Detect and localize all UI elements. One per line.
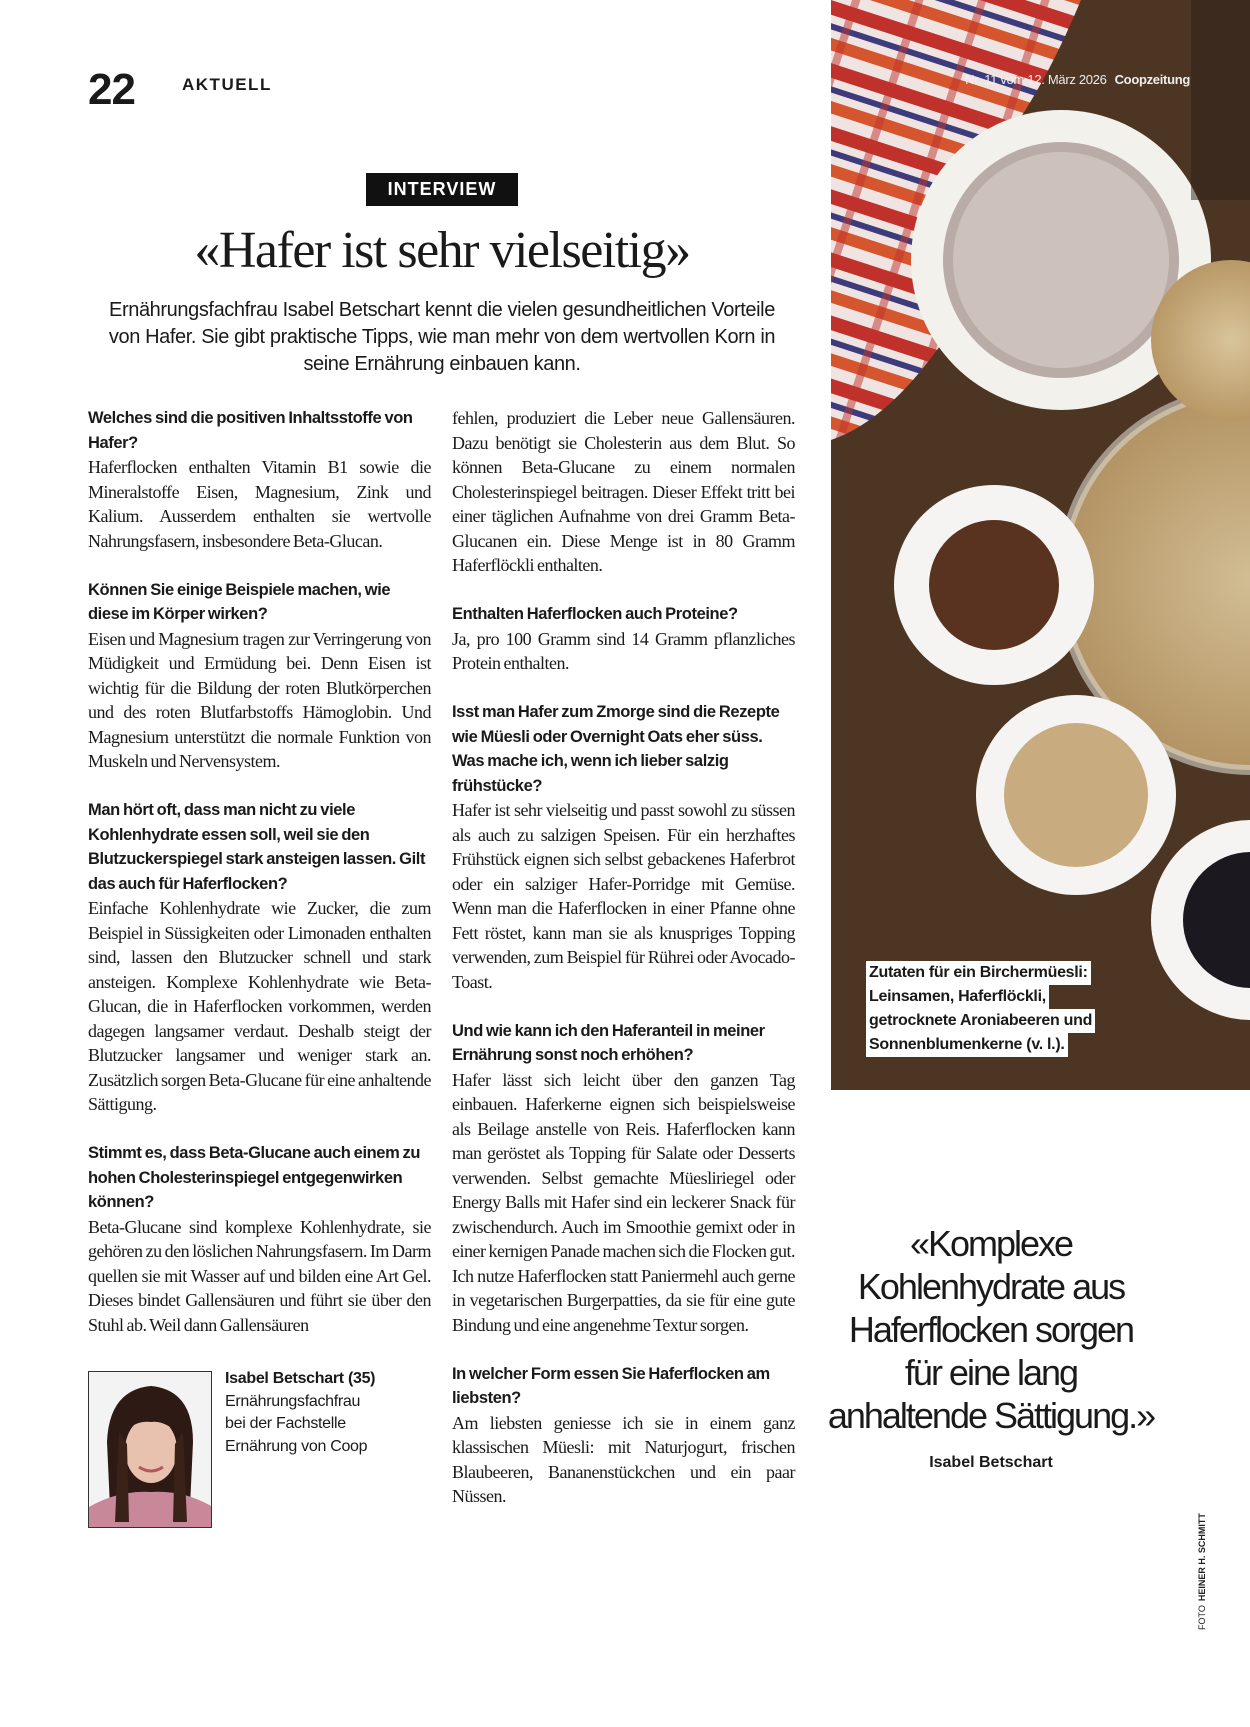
photo-caption [866, 961, 1095, 1057]
paragraph-gap [88, 1117, 431, 1142]
interview-answer: fehlen, produziert die Leber neue Gallensäuren. Dazu benötigt sie Cholesterin aus dem Blut. So können Beta-Glucane zu einem normalen Cholesterinspiegel beitragen. Dieser Effekt tritt bei einer täglichen Aufnahme von drei Gramm Beta-Glucanen ein. Diese Menge ist in 80 Gramm Haferflöckli enthalten. [452, 408, 795, 575]
interview-answer: Hafer lässt sich leicht über den ganzen Tag einbauen. Haferkerne eignen sich beispielsweise als Beilage anstelle von Reis. Haferflocken kann man geröstet als Topping für Salate oder Desserts verwenden. Selbst gemachte Müesliriegel oder Energy Balls mit Hafer sind ein leckerer Snack für zwischendurch. Auch im Smoothie gemixt oder in einer kernigen Panade machen sich die Flocken gut. Ich nutze Haferflocken statt Paniermehl auch gerne in vegetarischen Burgerpatties, da sie für eine gute Bindung und eine angenehme Textur sorgen. [452, 1069, 795, 1335]
publication-name: Coopzeitung [1114, 72, 1190, 87]
interview-question: Können Sie einige Beispiele machen, wie diese im Körper wirken? [88, 580, 391, 623]
paragraph-gap [88, 553, 431, 578]
interview-answer: Einfache Kohlenhydrate wie Zucker, die zum Beispiel in Süssigkeiten oder Limonaden enthalten sind, lassen den Blutzucker schnell und stark ansteigen. Komplexe Kohlenhydrate wie Beta-Glucan, die in Haferflocken vorkommen, werden dagegen langsamer verdaut. Deshalb steigt der Blutzucker langsamer und weniger stark an. Zusätzlich sorgen Beta-Glucane für eine anhaltende Sättigung. [88, 898, 432, 1114]
interview-answer: Eisen und Magnesium tragen zur Verringerung von Müdigkeit und Ermüdung bei. Denn Eisen ist wichtig für die Bildung der roten Blutkörperchen und des roten Blutfarbstoffs Hämoglobin. Und Magnesium unterstützt die normale Funktion von Muskeln und Nervensystem. [88, 628, 431, 771]
left-column [88, 406, 431, 1528]
quote-line: Kohlenhydrate aus [857, 1266, 1125, 1307]
caption-line: Zutaten für ein Birchermüesli: [866, 961, 1091, 985]
pull-quote [805, 1222, 1177, 1437]
paragraph-gap [452, 578, 795, 603]
interview-answer: Ja, pro 100 Gramm sind 14 Gramm pflanzliches Protein enthalten. [452, 628, 795, 673]
author-portrait [88, 1371, 212, 1528]
caption-line: Sonnenblumenkerne (v. l.). [866, 1033, 1068, 1057]
bio-line: Ernährung von Coop [225, 1437, 368, 1455]
credit-label: FOTO [1197, 1605, 1207, 1630]
interview-question: Stimmt es, dass Beta-Glucane auch einem zu hohen Cholesterinspiegel entgegenwirken können? [88, 1144, 421, 1211]
quote-line: für eine lang [904, 1352, 1078, 1393]
page-number: 22 [88, 65, 135, 114]
issue-info [965, 73, 1190, 86]
interview-question: Und wie kann ich den Haferanteil in meiner Ernährung sonst noch erhöhen? [452, 1021, 765, 1064]
oats-ingredients-image [831, 0, 1250, 1090]
interview-answer: Am liebsten geniesse ich sie in einem ganz klassischen Müesli: mit Naturjogurt, frischen Blaubeeren, Bananenstückchen und ein paar Nüssen. [452, 1412, 795, 1506]
bio-line: Ernährungsfachfrau [225, 1392, 361, 1410]
caption-line: getrocknete Aroniabeeren und [866, 1009, 1095, 1033]
caption-line: Leinsamen, Haferflöckli, [866, 985, 1049, 1009]
author-box [88, 1371, 431, 1528]
paragraph-gap [452, 994, 795, 1019]
author-bio [225, 1368, 375, 1528]
section-label: AKTUELL [182, 75, 272, 94]
quote-attribution: Isabel Betschart [929, 1454, 1053, 1471]
issue-date: Nr. 11 vom 12. März 2026 [965, 72, 1107, 87]
interview-answer: Hafer ist sehr vielseitig und passt sowohl zu süssen als auch zu salzigen Speisen. Für ein herzhaftes Frühstück eignen sich selbst gebackenes Haferbrot oder ein salziger Hafer-Porridge mit Gemüse. Wenn man die Haferflocken in einer Pfanne ohne Fett röstet, kann man sie als knuspriges Topping verwenden, zum Beispiel für Rührei oder Avocado-Toast. [452, 800, 795, 992]
interview-question: Welches sind die positiven Inhaltsstoffe von Hafer? [88, 409, 413, 452]
paragraph-gap [452, 676, 795, 701]
hero-photo [831, 0, 1250, 1090]
quote-line: «Komplexe [909, 1223, 1073, 1264]
right-column [452, 406, 795, 1509]
quote-line: anhaltende Sättigung.» [827, 1395, 1155, 1436]
paragraph-gap [452, 1337, 795, 1362]
author-name: Isabel Betschart (35) [225, 1370, 376, 1387]
interview-question: Man hört oft, dass man nicht zu viele Kohlenhydrate essen soll, weil sie den Blutzuckerspiegel stark ansteigen lassen. Gilt das auch für Haferflocken? [88, 801, 426, 893]
interview-answer: Beta-Glucane sind komplexe Kohlenhydrate, sie gehören zu den löslichen Nahrungsfasern. Im Darm quellen sie mit Wasser auf und bilden eine Art Gel. Dieses bindet Gallensäuren und führt sie über den Stuhl ab. Weil dann Gallensäuren [88, 1216, 431, 1335]
interview-question: In welcher Form essen Sie Haferflocken am liebsten? [452, 1364, 770, 1407]
article-title: «Hafer ist sehr vielseitig» [194, 222, 690, 279]
pull-quote-box [805, 1222, 1177, 1471]
photo-credit [1198, 1513, 1207, 1630]
interview-question: Isst man Hafer zum Zmorge sind die Rezepte wie Müesli oder Overnight Oats eher süss. Was mache ich, wenn ich lieber salzig frühstücke? [452, 703, 780, 795]
quote-line: Haferflocken sorgen [848, 1309, 1134, 1350]
left-column-text [88, 406, 431, 1337]
interview-badge: INTERVIEW [366, 173, 518, 206]
paragraph-gap [88, 774, 431, 799]
credit-name: HEINER H. SCHMITT [1197, 1513, 1207, 1602]
interview-question: Enthalten Haferflocken auch Proteine? [452, 605, 738, 623]
bio-line: bei der Fachstelle [225, 1415, 346, 1432]
article-deck: Ernährungsfachfrau Isabel Betschart kennt die vielen gesundheitlichen Vorteile von Hafer. Sie gibt praktische Tipps, wie man mehr von dem wertvollen Korn in seine Ernährung einbauen kann. [108, 299, 776, 375]
portrait-image [89, 1372, 212, 1528]
interview-answer: Haferflocken enthalten Vitamin B1 sowie die Mineralstoffe Eisen, Magnesium, Zink und Kalium. Ausserdem enthalten sie wertvolle Nahrungsfasern, insbesondere Beta-Glucan. [88, 457, 431, 551]
